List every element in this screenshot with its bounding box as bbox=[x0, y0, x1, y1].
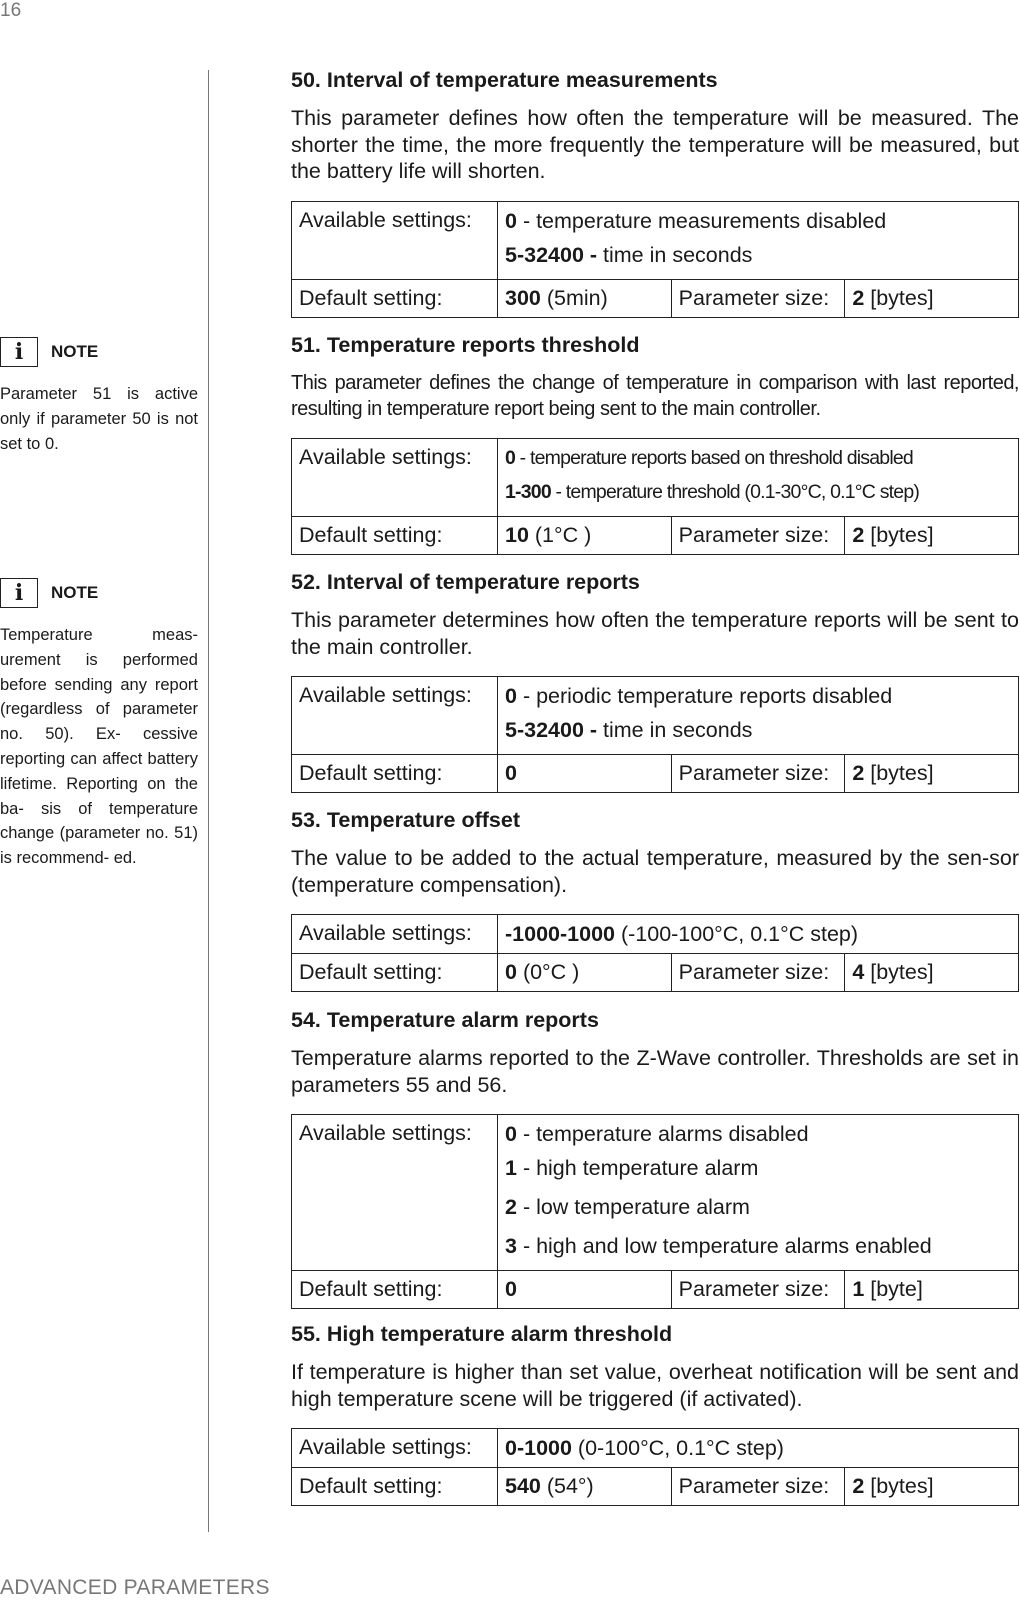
option bbox=[505, 236, 1011, 275]
section-description: If temperature is higher than set value, overheat notification will be sent and high temperature scene will be triggered (if activated). bbox=[291, 1360, 1019, 1411]
info-icon: i bbox=[0, 578, 38, 608]
option bbox=[505, 1149, 1011, 1188]
default-setting-value bbox=[498, 954, 672, 992]
option-text: - temperature alarms disabled bbox=[516, 1122, 809, 1147]
parameter-54-section bbox=[291, 1006, 1019, 1309]
option-value: 2 bbox=[505, 1195, 517, 1220]
size-unit: [bytes] bbox=[864, 960, 934, 985]
parameter-size-label: Parameter size: bbox=[671, 280, 845, 318]
option-value: 3 bbox=[505, 1234, 517, 1259]
option-text: (-100-100°C, 0.1°C step) bbox=[614, 922, 859, 947]
parameter-53-section bbox=[291, 806, 1019, 992]
default-setting-label: Default setting: bbox=[292, 1271, 498, 1309]
option bbox=[505, 1119, 1011, 1149]
size-unit: [bytes] bbox=[864, 761, 934, 786]
option-value: 5-32400 - bbox=[505, 243, 598, 268]
available-settings-values bbox=[498, 915, 1019, 954]
option-text: (0-100°C, 0.1°C step) bbox=[571, 1436, 784, 1461]
default-note: (1°C ) bbox=[528, 523, 592, 547]
section-description: The value to be added to the actual temperature, measured by the sen-sor (temperature compensation). bbox=[291, 846, 1019, 897]
section-description: Temperature alarms reported to the Z-Wave controller. Thresholds are set in parameters 55 and 56. bbox=[291, 1046, 1019, 1097]
section-title: 52. Interval of temperature reports bbox=[291, 570, 640, 594]
option bbox=[505, 1188, 1011, 1227]
default-value: 0 bbox=[505, 761, 517, 786]
size-unit: [bytes] bbox=[864, 1474, 934, 1499]
size-value: 2 bbox=[852, 286, 865, 311]
default-note: (0°C ) bbox=[516, 960, 580, 985]
option-value: -1000-1000 bbox=[505, 922, 615, 947]
note-line: parameter no. 50). Ex- bbox=[0, 700, 198, 744]
parameter-51-section bbox=[291, 331, 1019, 555]
note-line: ed. bbox=[113, 849, 137, 868]
option-text: time in seconds bbox=[597, 718, 753, 743]
column-divider bbox=[208, 70, 209, 1532]
side-note-2 bbox=[0, 577, 198, 871]
default-setting-label: Default setting: bbox=[292, 954, 498, 992]
note-line: sis of temperature bbox=[40, 799, 198, 818]
note-line: Temperature meas- bbox=[0, 626, 198, 644]
available-settings-label: Available settings: bbox=[292, 202, 498, 280]
option-value: 1-300 bbox=[505, 481, 551, 503]
option bbox=[505, 206, 1011, 236]
parameter-size-value bbox=[845, 517, 1019, 555]
size-unit: [byte] bbox=[864, 1277, 923, 1302]
size-value: 1 bbox=[852, 1277, 865, 1302]
option-text: - temperature reports based on threshold disabled bbox=[515, 447, 913, 469]
size-value: 4 bbox=[852, 960, 865, 985]
option-text: time in seconds bbox=[597, 243, 753, 268]
note-line: cessive reporting can bbox=[0, 725, 198, 768]
parameter-size-label: Parameter size: bbox=[671, 755, 845, 793]
section-title: 51. Temperature reports threshold bbox=[291, 333, 640, 357]
note-header bbox=[0, 577, 198, 609]
option bbox=[505, 443, 1011, 473]
section-title: 50. Interval of temperature measurements bbox=[291, 68, 718, 92]
note-line: before sending any bbox=[0, 675, 155, 694]
page-footer: ADVANCED PARAMETERS bbox=[0, 1576, 270, 1599]
default-note: (5min) bbox=[540, 286, 608, 311]
parameter-size-value bbox=[845, 755, 1019, 793]
option-text: - periodic temperature reports disabled bbox=[516, 684, 893, 709]
available-settings-label: Available settings: bbox=[292, 1429, 498, 1468]
note-text bbox=[0, 623, 198, 871]
option bbox=[505, 1433, 1011, 1463]
available-settings-values bbox=[498, 439, 1019, 517]
default-value: 540 bbox=[505, 1474, 541, 1499]
default-setting-label: Default setting: bbox=[292, 517, 498, 555]
settings-table bbox=[291, 438, 1019, 555]
note-text bbox=[0, 382, 198, 456]
note-title: NOTE bbox=[51, 342, 99, 361]
settings-table bbox=[291, 1428, 1019, 1506]
section-description: This parameter determines how often the temperature reports will be sent to the main controller. bbox=[291, 608, 1019, 659]
option-value: 5-32400 - bbox=[505, 718, 598, 743]
option-value: 0 bbox=[505, 1122, 517, 1147]
option-value: 0 bbox=[505, 684, 517, 709]
option-text: - low temperature alarm bbox=[516, 1195, 750, 1220]
default-setting-label: Default setting: bbox=[292, 1468, 498, 1506]
available-settings-values bbox=[498, 677, 1019, 755]
parameter-55-section bbox=[291, 1320, 1019, 1506]
available-settings-values bbox=[498, 1115, 1019, 1271]
parameter-50-section bbox=[291, 66, 1019, 318]
default-setting-value bbox=[498, 1271, 672, 1309]
default-setting-value bbox=[498, 755, 672, 793]
option bbox=[505, 919, 1011, 949]
available-settings-label: Available settings: bbox=[292, 677, 498, 755]
parameter-size-label: Parameter size: bbox=[671, 1271, 845, 1309]
default-value: 0 bbox=[505, 1277, 517, 1302]
parameter-size-label: Parameter size: bbox=[671, 517, 845, 555]
available-settings-label: Available settings: bbox=[292, 439, 498, 517]
option-text: - temperature measurements disabled bbox=[516, 209, 887, 234]
note-line: change (parameter bbox=[0, 824, 146, 843]
default-value: 300 bbox=[505, 286, 541, 311]
option bbox=[505, 681, 1011, 711]
option-text: - high and low temperature alarms enabled bbox=[516, 1234, 932, 1259]
option-value: 0-1000 bbox=[505, 1436, 572, 1461]
parameter-size-value bbox=[845, 1271, 1019, 1309]
note-line: no. 51) is recommend- bbox=[0, 824, 198, 868]
parameter-size-value bbox=[845, 1468, 1019, 1506]
note-line: Parameter 51 is active bbox=[0, 385, 198, 403]
default-setting-value bbox=[498, 280, 672, 318]
side-note-1 bbox=[0, 336, 198, 456]
default-setting-label: Default setting: bbox=[292, 755, 498, 793]
available-settings-values bbox=[498, 202, 1019, 280]
size-unit: [bytes] bbox=[864, 523, 934, 547]
available-settings-label: Available settings: bbox=[292, 915, 498, 954]
section-description: This parameter defines the change of temperature in comparison with last reported, resulting in temperature report being sent to the main controller. bbox=[291, 372, 1019, 420]
parameter-size-value bbox=[845, 954, 1019, 992]
parameter-size-label: Parameter size: bbox=[671, 954, 845, 992]
settings-table bbox=[291, 914, 1019, 992]
section-title: 53. Temperature offset bbox=[291, 808, 521, 832]
info-icon: i bbox=[0, 337, 38, 367]
option bbox=[505, 1227, 1011, 1266]
parameter-size-label: Parameter size: bbox=[671, 1468, 845, 1506]
settings-table bbox=[291, 676, 1019, 793]
available-settings-values bbox=[498, 1429, 1019, 1468]
note-header bbox=[0, 336, 198, 368]
default-value: 10 bbox=[505, 523, 529, 547]
default-value: 0 bbox=[505, 960, 517, 985]
note-line: not set to 0. bbox=[0, 409, 198, 453]
size-unit: [bytes] bbox=[864, 286, 934, 311]
note-line: only if parameter 50 is bbox=[0, 409, 176, 428]
option-value: 1 bbox=[505, 1156, 517, 1181]
size-value: 2 bbox=[852, 523, 865, 547]
page-number: 16 bbox=[0, 0, 22, 21]
default-note: (54°) bbox=[540, 1474, 594, 1499]
note-title: NOTE bbox=[51, 583, 99, 602]
settings-table bbox=[291, 201, 1019, 318]
parameter-52-section bbox=[291, 568, 1019, 793]
note-line: report (regardless of bbox=[0, 675, 198, 719]
option bbox=[505, 711, 1011, 750]
default-setting-value bbox=[498, 517, 672, 555]
default-setting-label: Default setting: bbox=[292, 280, 498, 318]
option-text: - temperature threshold (0.1-30°C, 0.1°C step) bbox=[550, 481, 920, 503]
default-setting-value bbox=[498, 1468, 672, 1506]
size-value: 2 bbox=[852, 761, 865, 786]
note-line: Reporting on the ba- bbox=[0, 774, 198, 818]
section-title: 55. High temperature alarm threshold bbox=[291, 1322, 673, 1346]
size-value: 2 bbox=[852, 1474, 865, 1499]
settings-table bbox=[291, 1114, 1019, 1309]
section-description: This parameter defines how often the temperature will be measured. The shorter the time, the more frequently the temperature will be measured, but the battery life will shorten. bbox=[291, 106, 1019, 184]
option bbox=[505, 473, 1011, 512]
note-line: urement is performed bbox=[0, 650, 198, 669]
available-settings-label: Available settings: bbox=[292, 1115, 498, 1271]
note-line: affect battery lifetime. bbox=[0, 749, 198, 793]
option-text: - high temperature alarm bbox=[516, 1156, 759, 1181]
option-value: 0 bbox=[505, 447, 516, 469]
section-title: 54. Temperature alarm reports bbox=[291, 1008, 599, 1032]
parameter-size-value bbox=[845, 280, 1019, 318]
option-value: 0 bbox=[505, 209, 517, 234]
